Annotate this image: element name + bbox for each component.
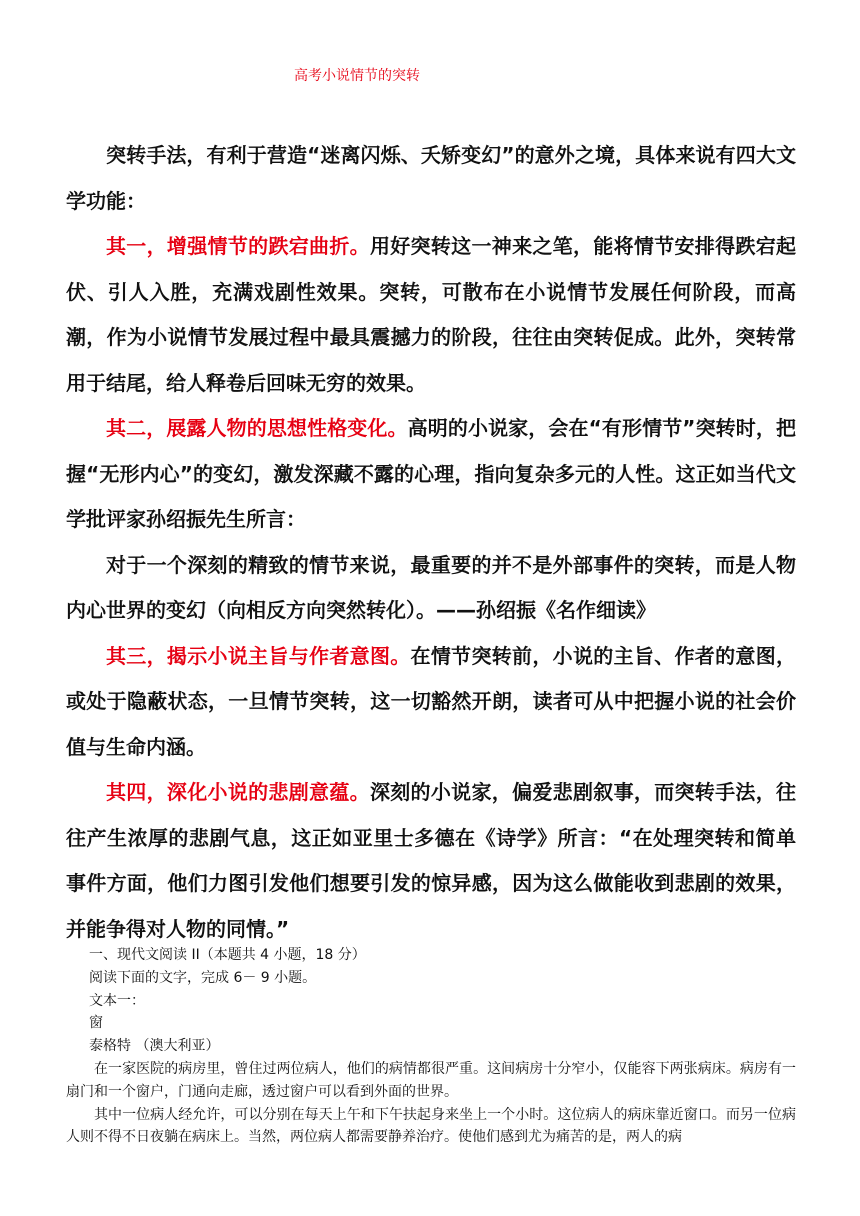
essay-point-1-body: 用好突转这一神来之笔，能将情节安排得跌宕起伏、引人入胜，充满戏剧性效果。突转，可散布在小说情节发展任何阶段，而高潮，作为小说情节发展过程中最具震撼力的阶段，往往由突转促成。此外，突转常用于结尾，给人释卷后回味无穷的效果。 (66, 234, 797, 395)
essay-point-4-heading: 其四，深化小说的悲剧意蕴。 (106, 780, 370, 804)
essay-intro-paragraph (66, 133, 796, 224)
essay-point-3-body: 在情节突转前，小说的主旨、作者的意图，或处于隐蔽状态，一旦情节突转，这一切豁然开朗，读者可从中把握小说的社会价值与生命内涵。 (66, 643, 797, 759)
story-paragraph-1: 在一家医院的病房里，曾住过两位病人，他们的病情都很严重。这间病房十分窄小，仅能容下两张病床。病房有一扇门和一个窗户，门通向走廊，透过窗户可以看到外面的世界。 (66, 1060, 796, 1100)
essay-point-2-paragraph (66, 406, 796, 543)
essay-point-1-paragraph (66, 224, 796, 406)
document-title: 高考小说情节的突转 (294, 68, 420, 84)
exam-text-label: 文本一： (89, 992, 145, 1009)
essay-point-4-body: 深刻的小说家，偏爱悲剧叙事，而突转手法，往往产生浓厚的悲剧气息，这正如亚里士多德在《诗学》所言：“在处理突转和简单事件方面，他们力图引发他们想要引发的惊异感，因为这么做能收到悲剧的效果，并能争得对人物的同情。” (66, 780, 797, 941)
essay-point-1-heading: 其一，增强情节的跌宕曲折。 (106, 234, 370, 258)
exam-section (66, 944, 796, 1149)
essay-point-2-body: 高明的小说家，会在“有形情节”突转时，把握“无形内心”的变幻，激发深藏不露的心理，指向复杂多元的人性。这正如当代文学批评家孙绍振先生所言： (66, 416, 796, 531)
essay-point-4-paragraph (66, 770, 796, 952)
story-author: 泰格特 （澳大利亚） (89, 1038, 220, 1055)
essay-quote-paragraph (66, 543, 796, 634)
essay-quote-text: 对于一个深刻的精致的情节来说，最重要的并不是外部事件的突转，而是人物内心世界的变幻（向相反方向突然转化）。——孙绍振《名作细读》 (66, 552, 796, 622)
essay-point-3-heading: 其三，揭示小说主旨与作者意图。 (106, 643, 411, 668)
essay-intro-text: 突转手法，有利于营造“迷离闪烁、夭矫变幻”的意外之境，具体来说有四大文学功能： (66, 143, 796, 213)
story-title: 窗 (89, 1015, 103, 1032)
essay-section (66, 133, 796, 952)
essay-point-3-paragraph (66, 634, 796, 771)
exam-section-heading: 一、现代文阅读 II（本题共 4 小题，18 分） (89, 947, 366, 963)
exam-instruction: 阅读下面的文字，完成 6－ 9 小题。 (89, 969, 317, 986)
essay-point-2-heading: 其二，展露人物的思想性格变化。 (106, 416, 408, 440)
story-paragraph-2: 其中一位病人经允许，可以分别在每天上午和下午扶起身来坐上一个小时。这位病人的病床靠近窗口。而另一位病人则不得不日夜躺在病床上。当然，两位病人都需要静养治疗。使他们感到尤为痛苦的是，两人的病 (66, 1106, 796, 1146)
